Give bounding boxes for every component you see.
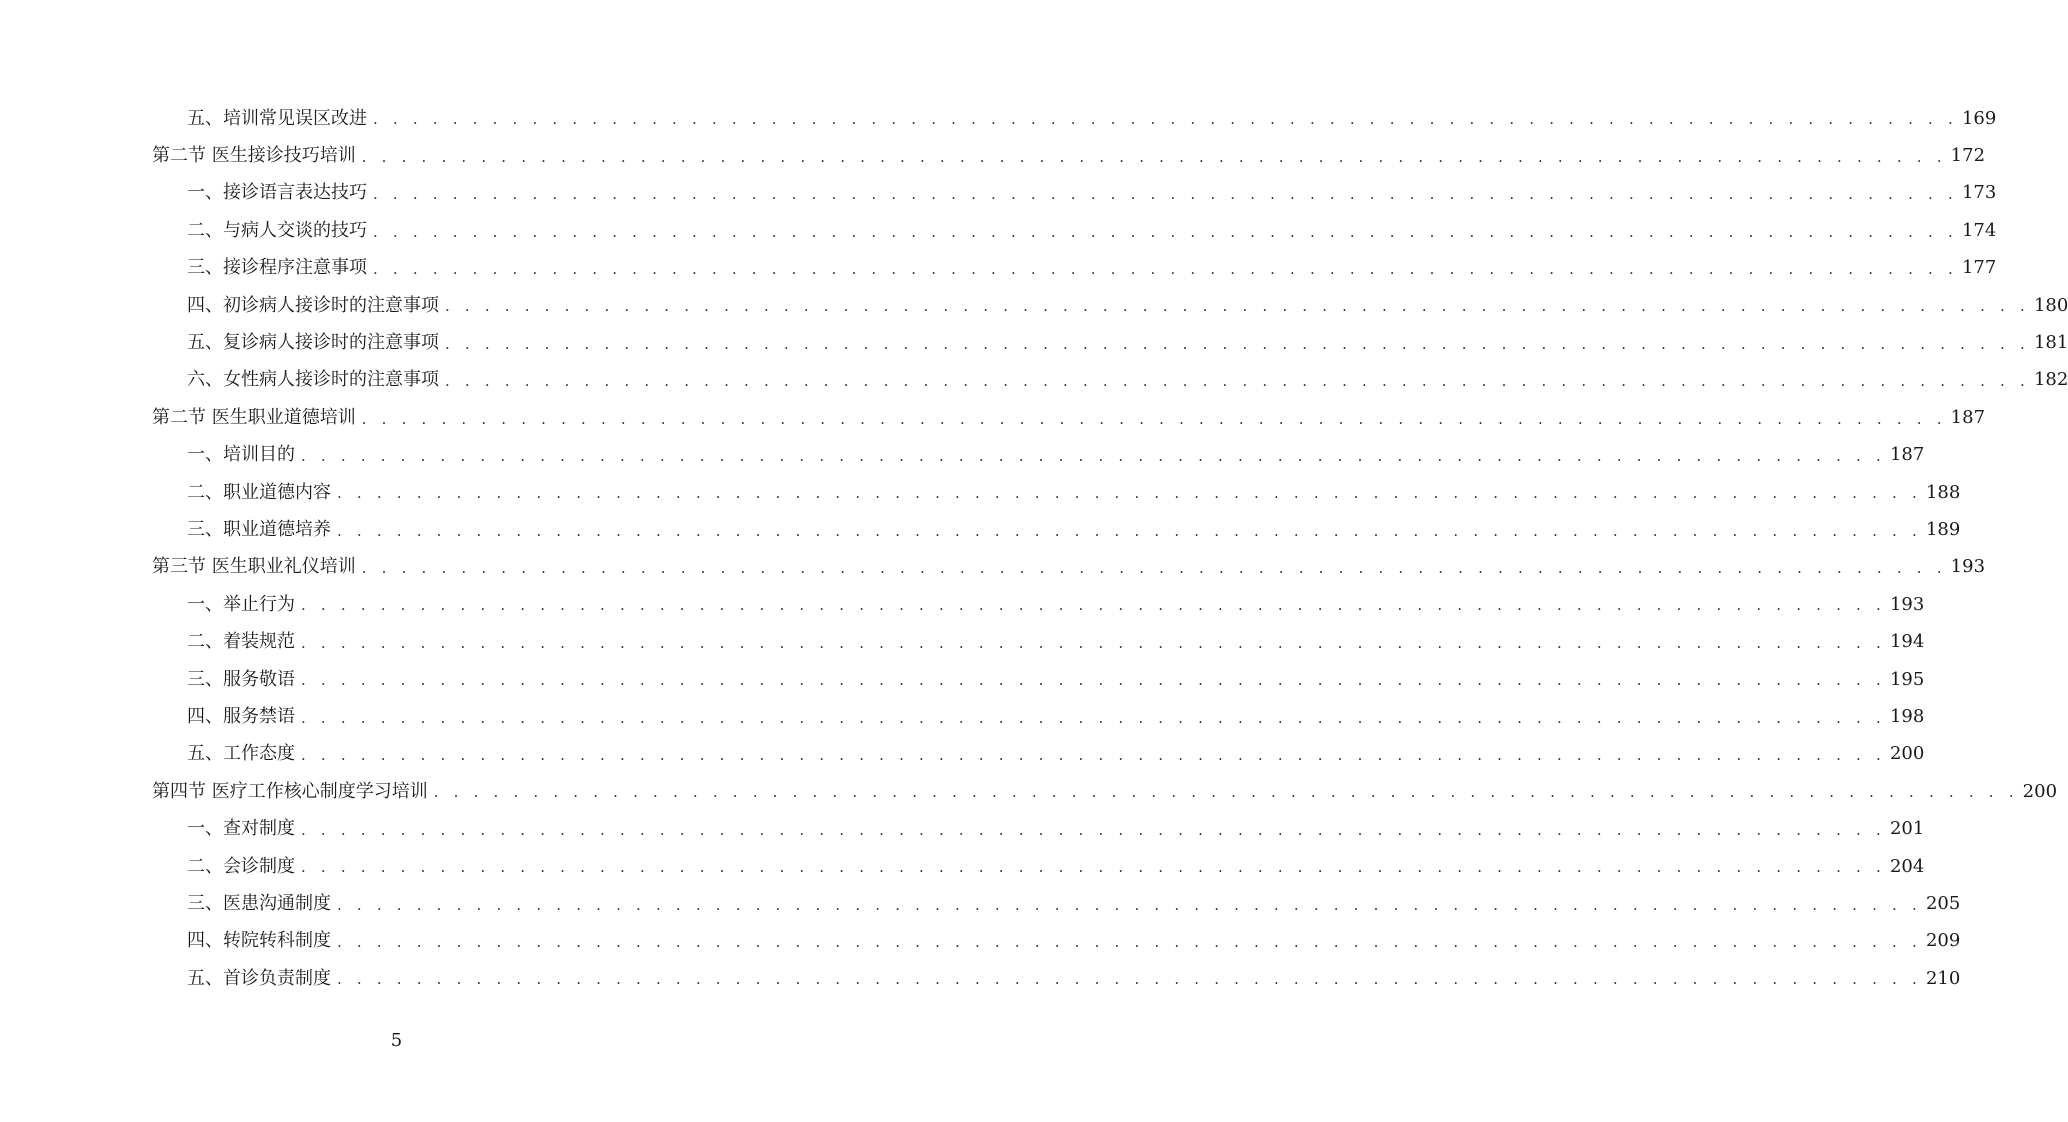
toc-entry-page: 193	[1950, 556, 1986, 578]
toc-section-entry[interactable]	[152, 549, 1986, 586]
toc-entry-title: 一、培训目的	[187, 444, 295, 466]
toc-entry-title: 五、首诊负责制度	[187, 967, 331, 989]
toc-dot-leader: . . . . . . . . . . . . . . . . . . . . . . . . . . . . . . . . . . . . . . . . . . . . . . . . . . . . . . . . . . . . . . . . . . . . . . . . . . . . . . . .	[445, 372, 2030, 391]
toc-dot-leader: . . . . . . . . . . . . . . . . . . . . . . . . . . . . . . . . . . . . . . . . . . . . . . . . . . . . . . . . . . . . . . . . . . . . . . . . . . . . . . . .	[433, 783, 2019, 802]
toc-subsection-entry[interactable]	[152, 474, 1961, 511]
toc-entry-page: 210	[1925, 967, 1961, 989]
toc-entry-page: 180	[2033, 294, 2068, 316]
toc-entry-page: 209	[1925, 930, 1961, 952]
toc-entry-page: 200	[2022, 780, 2058, 802]
toc-dot-leader: . . . . . . . . . . . . . . . . . . . . . . . . . . . . . . . . . . . . . . . . . . . . . . . . . . . . . . . . . . . . . . . . . . . . . . . . . . . . . . . .	[301, 858, 1886, 877]
toc-entry-page: 198	[1889, 705, 1925, 727]
toc-subsection-entry[interactable]	[152, 175, 1997, 212]
toc-entry-title: 五、复诊病人接诊时的注意事项	[187, 332, 439, 354]
toc-dot-leader: . . . . . . . . . . . . . . . . . . . . . . . . . . . . . . . . . . . . . . . . . . . . . . . . . . . . . . . . . . . . . . . . . . . . . . . . . . . . . . . .	[361, 409, 1947, 428]
toc-subsection-entry[interactable]	[152, 960, 1961, 997]
toc-dot-leader: . . . . . . . . . . . . . . . . . . . . . . . . . . . . . . . . . . . . . . . . . . . . . . . . . . . . . . . . . . . . . . . . . . . . . . . . . . . . . . . .	[301, 820, 1886, 839]
toc-entry-title: 四、转院转科制度	[187, 930, 331, 952]
toc-subsection-entry[interactable]	[152, 623, 1925, 660]
toc-entry-title: 第四节 医疗工作核心制度学习培训	[152, 780, 428, 802]
toc-dot-leader: . . . . . . . . . . . . . . . . . . . . . . . . . . . . . . . . . . . . . . . . . . . . . . . . . . . . . . . . . . . . . . . . . . . . . . . . . . . . . . . .	[337, 895, 1922, 914]
toc-entry-page: 172	[1950, 145, 1986, 167]
toc-section-entry[interactable]	[152, 399, 1986, 436]
toc-subsection-entry[interactable]	[152, 250, 1997, 287]
toc-entry-page: 205	[1925, 892, 1961, 914]
toc-entry-page: 194	[1889, 631, 1925, 653]
toc-entry-title: 五、工作态度	[187, 743, 295, 765]
toc-entry-title: 二、会诊制度	[187, 855, 295, 877]
toc-entry-page: 193	[1889, 593, 1925, 615]
toc-entry-title: 三、职业道德培养	[187, 518, 331, 540]
toc-dot-leader: . . . . . . . . . . . . . . . . . . . . . . . . . . . . . . . . . . . . . . . . . . . . . . . . . . . . . . . . . . . . . . . . . . . . . . . . . . . . . . . .	[361, 559, 1947, 578]
toc-dot-leader: . . . . . . . . . . . . . . . . . . . . . . . . . . . . . . . . . . . . . . . . . . . . . . . . . . . . . . . . . . . . . . . . . . . . . . . . . . . . . . . .	[373, 222, 1958, 241]
toc-entry-page: 188	[1925, 481, 1961, 503]
toc-entry-title: 四、服务禁语	[187, 705, 295, 727]
toc-entry-page: 200	[1889, 743, 1925, 765]
toc-dot-leader: . . . . . . . . . . . . . . . . . . . . . . . . . . . . . . . . . . . . . . . . . . . . . . . . . . . . . . . . . . . . . . . . . . . . . . . . . . . . . . . .	[301, 708, 1886, 727]
toc-entry-title: 三、服务敬语	[187, 668, 295, 690]
toc-dot-leader: . . . . . . . . . . . . . . . . . . . . . . . . . . . . . . . . . . . . . . . . . . . . . . . . . . . . . . . . . . . . . . . . . . . . . . . . . . . . . . . .	[337, 484, 1922, 503]
toc-entry-page: 201	[1889, 818, 1925, 840]
toc-subsection-entry[interactable]	[152, 885, 1961, 922]
toc-entry-title: 三、接诊程序注意事项	[187, 257, 367, 279]
toc-dot-leader: . . . . . . . . . . . . . . . . . . . . . . . . . . . . . . . . . . . . . . . . . . . . . . . . . . . . . . . . . . . . . . . . . . . . . . . . . . . . . . . .	[373, 185, 1958, 204]
toc-entry-page: 173	[1961, 182, 1997, 204]
toc-subsection-entry[interactable]	[152, 848, 1925, 885]
toc-entry-page: 181	[2033, 332, 2068, 354]
toc-dot-leader: . . . . . . . . . . . . . . . . . . . . . . . . . . . . . . . . . . . . . . . . . . . . . . . . . . . . . . . . . . . . . . . . . . . . . . . . . . . . . . . .	[337, 932, 1922, 951]
toc-dot-leader: . . . . . . . . . . . . . . . . . . . . . . . . . . . . . . . . . . . . . . . . . . . . . . . . . . . . . . . . . . . . . . . . . . . . . . . . . . . . . . . .	[301, 446, 1886, 465]
toc-subsection-entry[interactable]	[152, 923, 1961, 960]
toc-entry-title: 第二节 医生职业道德培训	[152, 406, 356, 428]
toc-entry-page: 195	[1889, 668, 1925, 690]
toc-subsection-entry[interactable]	[152, 100, 1997, 137]
toc-entry-page: 182	[2033, 369, 2068, 391]
toc-subsection-entry[interactable]	[152, 324, 2068, 361]
toc-subsection-entry[interactable]	[152, 661, 1925, 698]
toc-dot-leader: . . . . . . . . . . . . . . . . . . . . . . . . . . . . . . . . . . . . . . . . . . . . . . . . . . . . . . . . . . . . . . . . . . . . . . . . . . . . . . . .	[445, 334, 2030, 353]
toc-entry-title: 六、女性病人接诊时的注意事项	[187, 369, 439, 391]
toc-entry-page: 187	[1889, 444, 1925, 466]
toc-subsection-entry[interactable]	[152, 586, 1925, 623]
toc-dot-leader: . . . . . . . . . . . . . . . . . . . . . . . . . . . . . . . . . . . . . . . . . . . . . . . . . . . . . . . . . . . . . . . . . . . . . . . . . . . . . . . .	[337, 521, 1922, 540]
toc-entry-page: 204	[1889, 855, 1925, 877]
toc-entry-title: 一、接诊语言表达技巧	[187, 182, 367, 204]
toc-entry-title: 一、举止行为	[187, 593, 295, 615]
toc-section-entry[interactable]	[152, 137, 1986, 174]
toc-entry-title: 三、医患沟通制度	[187, 892, 331, 914]
toc-subsection-entry[interactable]	[152, 362, 2068, 399]
toc-entry-page: 187	[1950, 406, 1986, 428]
toc-dot-leader: . . . . . . . . . . . . . . . . . . . . . . . . . . . . . . . . . . . . . . . . . . . . . . . . . . . . . . . . . . . . . . . . . . . . . . . . . . . . . . . .	[373, 259, 1958, 278]
toc-subsection-entry[interactable]	[152, 810, 1925, 847]
toc-dot-leader: . . . . . . . . . . . . . . . . . . . . . . . . . . . . . . . . . . . . . . . . . . . . . . . . . . . . . . . . . . . . . . . . . . . . . . . . . . . . . . . .	[361, 147, 1947, 166]
toc-subsection-entry[interactable]	[152, 511, 1961, 548]
toc-dot-leader: . . . . . . . . . . . . . . . . . . . . . . . . . . . . . . . . . . . . . . . . . . . . . . . . . . . . . . . . . . . . . . . . . . . . . . . . . . . . . . . .	[301, 633, 1886, 652]
toc-entry-title: 五、培训常见误区改进	[187, 107, 367, 129]
toc-section-entry[interactable]	[152, 773, 2058, 810]
toc-subsection-entry[interactable]	[152, 212, 1997, 249]
toc-entry-title: 四、初诊病人接诊时的注意事项	[187, 294, 439, 316]
toc-dot-leader: . . . . . . . . . . . . . . . . . . . . . . . . . . . . . . . . . . . . . . . . . . . . . . . . . . . . . . . . . . . . . . . . . . . . . . . . . . . . . . . .	[445, 297, 2030, 316]
toc-subsection-entry[interactable]	[152, 437, 1925, 474]
toc-entry-title: 一、查对制度	[187, 818, 295, 840]
toc-entry-title: 第二节 医生接诊技巧培训	[152, 145, 356, 167]
toc-dot-leader: . . . . . . . . . . . . . . . . . . . . . . . . . . . . . . . . . . . . . . . . . . . . . . . . . . . . . . . . . . . . . . . . . . . . . . . . . . . . . . . .	[301, 671, 1886, 690]
toc-subsection-entry[interactable]	[152, 287, 2068, 324]
toc-entry-title: 第三节 医生职业礼仪培训	[152, 556, 356, 578]
table-of-contents	[152, 100, 2068, 997]
toc-dot-leader: . . . . . . . . . . . . . . . . . . . . . . . . . . . . . . . . . . . . . . . . . . . . . . . . . . . . . . . . . . . . . . . . . . . . . . . . . . . . . . . .	[337, 970, 1922, 989]
toc-entry-page: 169	[1961, 107, 1997, 129]
toc-entry-title: 二、职业道德内容	[187, 481, 331, 503]
toc-entry-title: 二、着装规范	[187, 631, 295, 653]
page-number: 5	[390, 1030, 403, 1051]
toc-dot-leader: . . . . . . . . . . . . . . . . . . . . . . . . . . . . . . . . . . . . . . . . . . . . . . . . . . . . . . . . . . . . . . . . . . . . . . . . . . . . . . . .	[301, 746, 1886, 765]
toc-subsection-entry[interactable]	[152, 698, 1925, 735]
toc-entry-title: 二、与病人交谈的技巧	[187, 219, 367, 241]
toc-entry-page: 189	[1925, 518, 1961, 540]
toc-entry-page: 174	[1961, 219, 1997, 241]
toc-entry-page: 177	[1961, 257, 1997, 279]
toc-subsection-entry[interactable]	[152, 736, 1925, 773]
toc-dot-leader: . . . . . . . . . . . . . . . . . . . . . . . . . . . . . . . . . . . . . . . . . . . . . . . . . . . . . . . . . . . . . . . . . . . . . . . . . . . . . . . .	[373, 110, 1958, 129]
toc-dot-leader: . . . . . . . . . . . . . . . . . . . . . . . . . . . . . . . . . . . . . . . . . . . . . . . . . . . . . . . . . . . . . . . . . . . . . . . . . . . . . . . .	[301, 596, 1886, 615]
